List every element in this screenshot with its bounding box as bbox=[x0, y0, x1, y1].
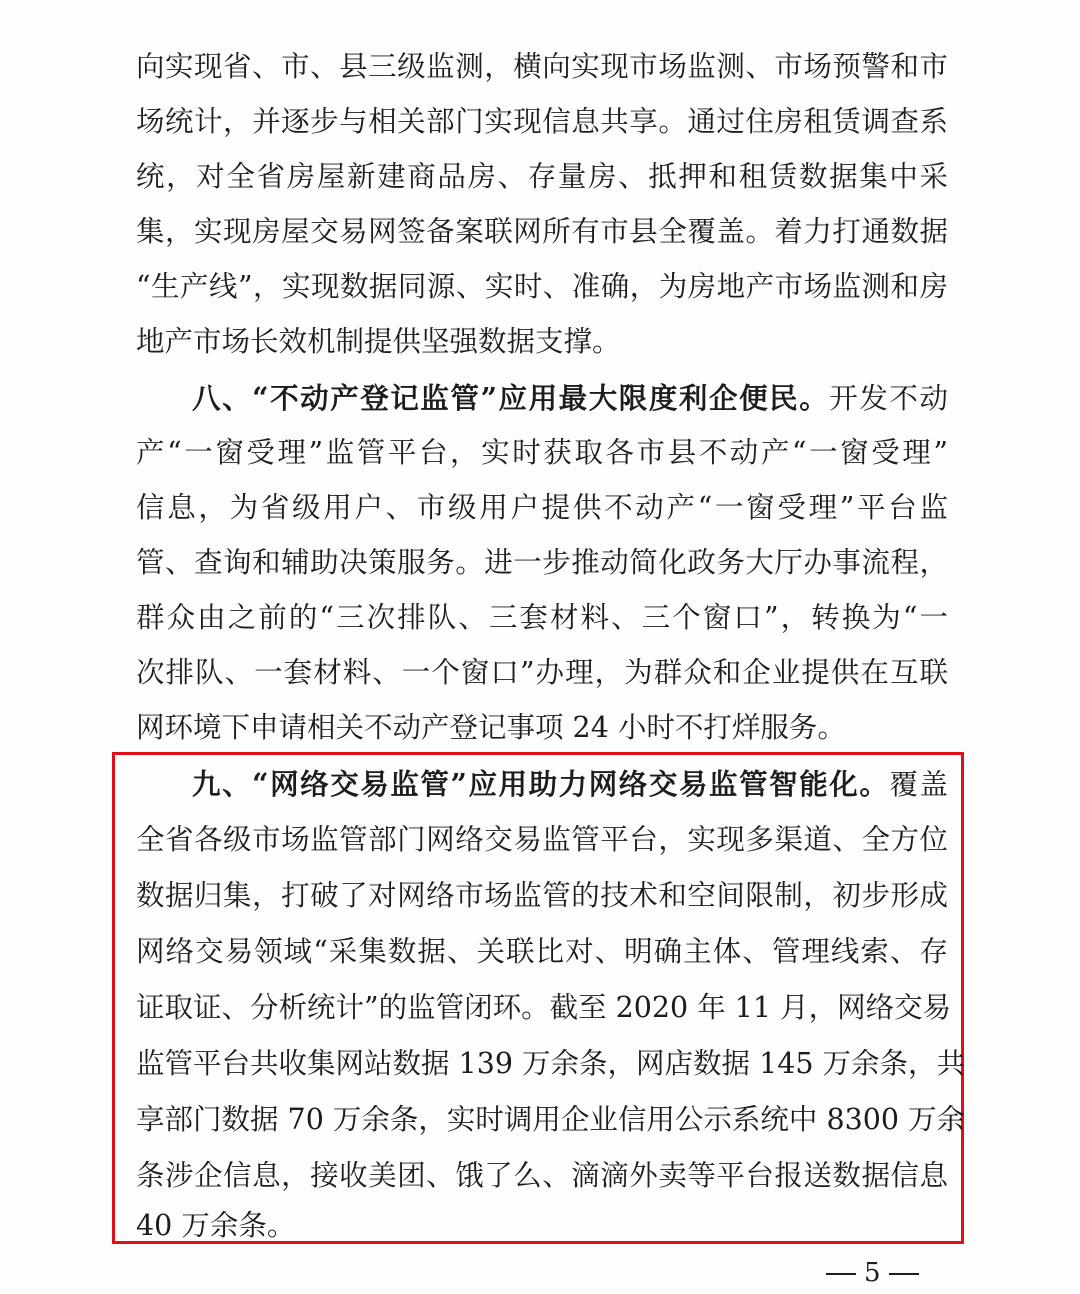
paragraph-line: 监管平台共收集网站数据 139 万余条，网店数据 145 万余条，共 bbox=[136, 1047, 966, 1080]
paragraph-line: 信息，为省级用户、市级用户提供不动产“一窗受理”平台监 bbox=[136, 491, 948, 524]
paragraph-line: 统，对全省房屋新建商品房、存量房、抵押和租赁数据集中采 bbox=[136, 160, 948, 193]
paragraph-line: 条涉企信息，接收美团、饿了么、滴滴外卖等平台报送数据信息 bbox=[136, 1159, 948, 1192]
paragraph-line: 向实现省、市、县三级监测，横向实现市场监测、市场预警和市 bbox=[136, 50, 948, 83]
page-number-value: 5 bbox=[864, 1258, 881, 1288]
section-8-heading-rest: 开发不动 bbox=[829, 382, 948, 415]
paragraph-line: 数据归集，打破了对网络市场监管的技术和空间限制，初步形成 bbox=[136, 879, 948, 912]
paragraph-line: 网络交易领域“采集数据、关联比对、明确主体、管理线索、存 bbox=[136, 935, 948, 968]
page-number bbox=[818, 1256, 927, 1290]
paragraph-line: 产“一窗受理”监管平台，实时获取各市县不动产“一窗受理” bbox=[136, 436, 948, 469]
paragraph-line: 享部门数据 70 万余条，实时调用企业信用公示系统中 8300 万余 bbox=[136, 1103, 966, 1136]
paragraph-line: 群众由之前的“三次排队、三套材料、三个窗口”，转换为“一 bbox=[136, 601, 948, 634]
section-9-heading: 九、“网络交易监管”应用助力网络交易监管智能化。 bbox=[192, 767, 890, 801]
section-9-heading-rest: 覆盖 bbox=[889, 768, 948, 801]
paragraph-line: 网环境下申请相关不动产登记事项 24 小时不打烊服务。 bbox=[136, 711, 846, 744]
section-8-heading-line bbox=[192, 378, 948, 418]
section-9-heading-line bbox=[192, 764, 948, 804]
paragraph-line: 全省各级市场监管部门网络交易监管平台，实现多渠道、全方位 bbox=[136, 823, 948, 856]
paragraph-line: 集，实现房屋交易网签备案联网所有市县全覆盖。着力打通数据 bbox=[136, 215, 948, 248]
paragraph-line: 证取证、分析统计”的监管闭环。截至 2020 年 11 月，网络交易 bbox=[136, 991, 952, 1024]
paragraph-line: 场统计，并逐步与相关部门实现信息共享。通过住房租赁调查系 bbox=[136, 105, 948, 138]
paragraph-line: “生产线”，实现数据同源、实时、准确，为房地产市场监测和房 bbox=[136, 270, 948, 303]
paragraph-line: 次排队、一套材料、一个窗口”办理，为群众和企业提供在互联 bbox=[136, 656, 948, 689]
page-number-dash-right bbox=[889, 1273, 919, 1275]
page-number-dash-left bbox=[826, 1273, 856, 1275]
section-8-heading: 八、“不动产登记监管”应用最大限度利企便民。 bbox=[192, 381, 830, 415]
paragraph-line: 40 万余条。 bbox=[136, 1209, 296, 1242]
paragraph-line: 管、查询和辅助决策服务。进一步推动简化政务大厅办事流程， bbox=[136, 546, 948, 579]
paragraph-line: 地产市场长效机制提供坚强数据支撑。 bbox=[136, 325, 621, 358]
